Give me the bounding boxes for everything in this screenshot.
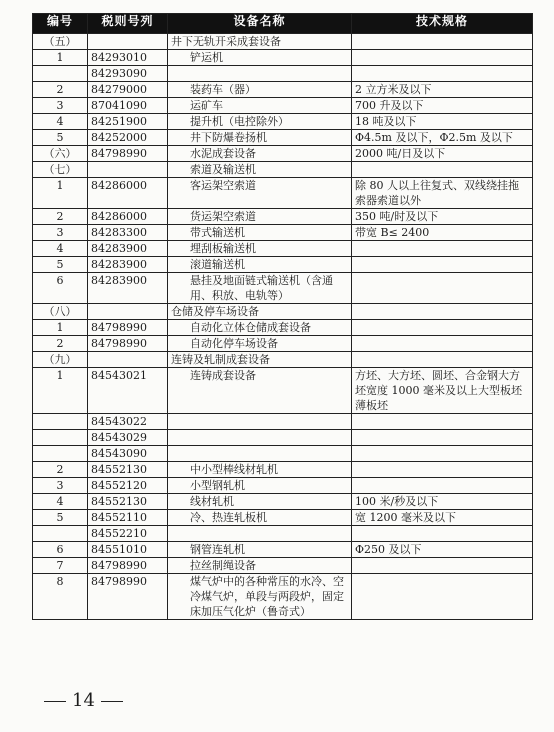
cell-number: 6	[33, 273, 88, 304]
equipment-spec-table	[32, 13, 533, 620]
table-row	[33, 114, 533, 130]
cell-equipment-name: 运矿车	[168, 98, 352, 114]
table-row	[33, 273, 533, 304]
table-row	[33, 130, 533, 146]
cell-technical-spec	[352, 574, 533, 620]
cell-number: （七）	[33, 162, 88, 178]
table-row	[33, 478, 533, 494]
header-number: 编号	[33, 14, 88, 34]
cell-technical-spec: 350 吨/时及以下	[352, 209, 533, 225]
table-row	[33, 257, 533, 273]
cell-tariff-code: 84283900	[88, 273, 168, 304]
cell-tariff-code: 84552120	[88, 478, 168, 494]
cell-technical-spec	[352, 526, 533, 542]
footer-dash-left	[44, 701, 66, 702]
cell-equipment-name: 仓储及停车场设备	[168, 304, 352, 320]
table-row	[33, 368, 533, 414]
cell-technical-spec	[352, 414, 533, 430]
cell-technical-spec	[352, 304, 533, 320]
cell-equipment-name: 井下防爆卷扬机	[168, 130, 352, 146]
cell-number: 8	[33, 574, 88, 620]
cell-number: （六）	[33, 146, 88, 162]
cell-tariff-code: 84252000	[88, 130, 168, 146]
cell-tariff-code: 84251900	[88, 114, 168, 130]
cell-number	[33, 414, 88, 430]
cell-tariff-code: 84798990	[88, 574, 168, 620]
page-number: 14	[72, 690, 95, 711]
cell-number: 4	[33, 241, 88, 257]
cell-technical-spec	[352, 430, 533, 446]
header-equipment-name: 设备名称	[168, 14, 352, 34]
cell-number: 1	[33, 368, 88, 414]
table-row	[33, 336, 533, 352]
cell-equipment-name: 线材轧机	[168, 494, 352, 510]
cell-equipment-name: 自动化停车场设备	[168, 336, 352, 352]
cell-equipment-name: 货运架空索道	[168, 209, 352, 225]
section-row	[33, 304, 533, 320]
cell-technical-spec: Φ250 及以下	[352, 542, 533, 558]
cell-tariff-code: 84283300	[88, 225, 168, 241]
cell-equipment-name	[168, 526, 352, 542]
cell-tariff-code: 84543021	[88, 368, 168, 414]
cell-technical-spec	[352, 257, 533, 273]
cell-tariff-code: 84293090	[88, 66, 168, 82]
cell-tariff-code: 84543090	[88, 446, 168, 462]
cell-equipment-name: 冷、热连轧板机	[168, 510, 352, 526]
table-row	[33, 66, 533, 82]
table-row	[33, 162, 533, 178]
table-row	[33, 542, 533, 558]
cell-technical-spec	[352, 34, 533, 50]
cell-equipment-name: 提升机（电控除外）	[168, 114, 352, 130]
cell-equipment-name: 小型钢轧机	[168, 478, 352, 494]
table-row	[33, 178, 533, 209]
cell-equipment-name: 铲运机	[168, 50, 352, 66]
header-tariff-code: 税则号列	[88, 14, 168, 34]
cell-number: 1	[33, 320, 88, 336]
cell-technical-spec	[352, 478, 533, 494]
cell-equipment-name: 装药车（器）	[168, 82, 352, 98]
cell-technical-spec: 带宽 B≤ 2400	[352, 225, 533, 241]
cell-tariff-code: 84543029	[88, 430, 168, 446]
cell-technical-spec: 700 升及以下	[352, 98, 533, 114]
cell-equipment-name: 井下无轨开采成套设备	[168, 34, 352, 50]
cell-equipment-name: 滚道输送机	[168, 257, 352, 273]
table-row	[33, 462, 533, 478]
cell-tariff-code	[88, 162, 168, 178]
section-row	[33, 34, 533, 50]
cell-number: 5	[33, 257, 88, 273]
cell-tariff-code: 84798990	[88, 336, 168, 352]
cell-equipment-name: 水泥成套设备	[168, 146, 352, 162]
cell-equipment-name	[168, 430, 352, 446]
table-row	[33, 50, 533, 66]
cell-tariff-code: 84283900	[88, 257, 168, 273]
cell-tariff-code: 84286000	[88, 178, 168, 209]
cell-technical-spec	[352, 558, 533, 574]
cell-equipment-name: 连铸成套设备	[168, 368, 352, 414]
cell-tariff-code: 84543022	[88, 414, 168, 430]
table-row	[33, 98, 533, 114]
cell-number: 6	[33, 542, 88, 558]
cell-number: 7	[33, 558, 88, 574]
cell-number: 4	[33, 114, 88, 130]
table-row	[33, 574, 533, 620]
cell-tariff-code: 84279000	[88, 82, 168, 98]
cell-equipment-name: 埋刮板输送机	[168, 241, 352, 257]
cell-technical-spec	[352, 446, 533, 462]
cell-tariff-code	[88, 304, 168, 320]
table-body	[33, 34, 533, 620]
cell-equipment-name: 悬挂及地面链式输送机（含通用、积放、电轨等）	[168, 273, 352, 304]
table-row	[33, 558, 533, 574]
cell-technical-spec: 100 米/秒及以下	[352, 494, 533, 510]
cell-number: 1	[33, 178, 88, 209]
cell-equipment-name: 带式输送机	[168, 225, 352, 241]
cell-equipment-name: 客运架空索道	[168, 178, 352, 209]
cell-technical-spec	[352, 462, 533, 478]
cell-equipment-name: 索道及输送机	[168, 162, 352, 178]
cell-number: 2	[33, 462, 88, 478]
table-row	[33, 241, 533, 257]
cell-tariff-code: 84293010	[88, 50, 168, 66]
table-row	[33, 146, 533, 162]
cell-technical-spec	[352, 352, 533, 368]
table-row	[33, 526, 533, 542]
cell-number	[33, 430, 88, 446]
table-row	[33, 225, 533, 241]
cell-number: 3	[33, 98, 88, 114]
cell-technical-spec	[352, 320, 533, 336]
cell-tariff-code: 84286000	[88, 209, 168, 225]
cell-technical-spec	[352, 273, 533, 304]
cell-equipment-name: 钢管连轧机	[168, 542, 352, 558]
cell-tariff-code: 84798990	[88, 146, 168, 162]
cell-tariff-code	[88, 34, 168, 50]
cell-technical-spec: 2 立方米及以下	[352, 82, 533, 98]
cell-number: 4	[33, 494, 88, 510]
cell-technical-spec	[352, 162, 533, 178]
cell-tariff-code: 84798990	[88, 320, 168, 336]
cell-number: （五）	[33, 34, 88, 50]
cell-tariff-code: 84551010	[88, 542, 168, 558]
cell-tariff-code: 84552130	[88, 462, 168, 478]
cell-equipment-name: 连铸及轧制成套设备	[168, 352, 352, 368]
table-row	[33, 430, 533, 446]
table-row	[33, 494, 533, 510]
cell-number: （九）	[33, 352, 88, 368]
page-footer	[44, 690, 123, 711]
cell-number: 2	[33, 336, 88, 352]
cell-number: 3	[33, 478, 88, 494]
cell-number	[33, 446, 88, 462]
cell-equipment-name: 自动化立体仓储成套设备	[168, 320, 352, 336]
header-technical-spec: 技术规格	[352, 14, 533, 34]
table-row	[33, 510, 533, 526]
cell-number: 5	[33, 130, 88, 146]
footer-dash-right	[101, 701, 123, 702]
cell-equipment-name	[168, 446, 352, 462]
cell-equipment-name: 拉丝制绳设备	[168, 558, 352, 574]
table-header-row	[33, 14, 533, 34]
cell-technical-spec: 2000 吨/日及以下	[352, 146, 533, 162]
cell-equipment-name: 中小型棒线材轧机	[168, 462, 352, 478]
cell-number: 1	[33, 50, 88, 66]
cell-number	[33, 526, 88, 542]
table-row	[33, 320, 533, 336]
cell-technical-spec	[352, 50, 533, 66]
cell-tariff-code	[88, 352, 168, 368]
cell-tariff-code: 84283900	[88, 241, 168, 257]
cell-number: 3	[33, 225, 88, 241]
cell-technical-spec	[352, 336, 533, 352]
cell-technical-spec: 方坯、大方坯、圆坯、合金钢大方坯宽度 1000 毫米及以上大型板坯薄板坯	[352, 368, 533, 414]
cell-technical-spec	[352, 241, 533, 257]
cell-equipment-name: 煤气炉中的各种常压的水冷、空冷煤气炉，单段与两段炉，固定床加压气化炉（鲁奇式）	[168, 574, 352, 620]
cell-number: （八）	[33, 304, 88, 320]
cell-number: 2	[33, 209, 88, 225]
cell-tariff-code: 84552210	[88, 526, 168, 542]
cell-number: 2	[33, 82, 88, 98]
cell-technical-spec: 除 80 人以上往复式、双线绕挂拖索器索道以外	[352, 178, 533, 209]
table-row	[33, 209, 533, 225]
cell-equipment-name	[168, 414, 352, 430]
table-row	[33, 82, 533, 98]
cell-technical-spec	[352, 66, 533, 82]
cell-equipment-name	[168, 66, 352, 82]
cell-technical-spec: 宽 1200 毫米及以下	[352, 510, 533, 526]
cell-tariff-code: 84552130	[88, 494, 168, 510]
table-row	[33, 446, 533, 462]
cell-tariff-code: 84798990	[88, 558, 168, 574]
cell-number	[33, 66, 88, 82]
cell-tariff-code: 87041090	[88, 98, 168, 114]
cell-tariff-code: 84552110	[88, 510, 168, 526]
table-row	[33, 414, 533, 430]
cell-technical-spec: 18 吨及以下	[352, 114, 533, 130]
cell-technical-spec: Φ4.5m 及以下，Φ2.5m 及以下	[352, 130, 533, 146]
cell-number: 5	[33, 510, 88, 526]
section-row	[33, 352, 533, 368]
